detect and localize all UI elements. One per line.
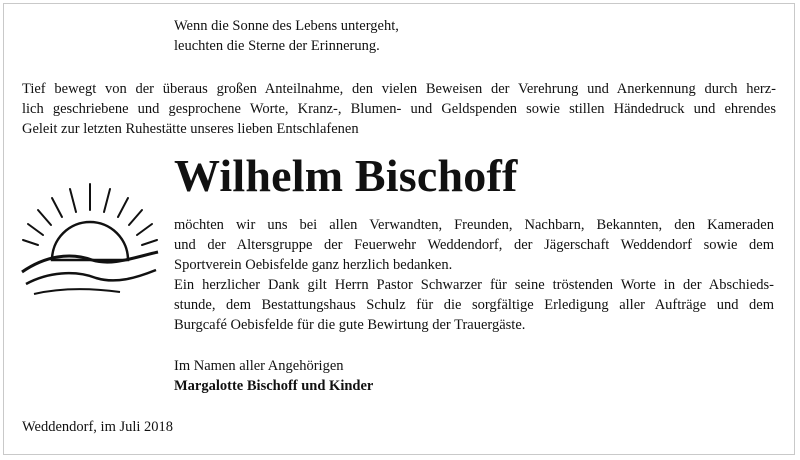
intro-line-3: Geleit zur letzten Ruhestätte unseres lieben Entschlafenen	[22, 121, 359, 137]
thanks-line-1: möchten wir uns bei allen Verwandten, Freunden, Nachbarn, Bekannten, den Kameraden	[174, 217, 774, 233]
deceased-name: Wilhelm Bischoff	[174, 150, 518, 201]
thanks-line-4: Ein herzlicher Dank gilt Herrn Pastor Schwarzer für seine tröstenden Worte in der Abschieds-	[174, 277, 774, 293]
motto-line-1: Wenn die Sonne des Lebens untergeht,	[174, 18, 399, 34]
thanks-line-3: Sportverein Oebisfelde ganz herzlich bedanken.	[174, 257, 453, 273]
sunset-icon	[20, 180, 160, 300]
intro-line-2: lich geschriebene und gesprochene Worte, Kranz-, Blumen- und Geldspenden sowie stillen Händedruck und ehrendes	[22, 101, 776, 117]
signature-intro: Im Namen aller Angehörigen	[174, 358, 344, 374]
signature-names: Margalotte Bischoff und Kinder	[174, 378, 374, 394]
thanks-line-5: stunde, dem Bestattungshaus Schulz für die sorgfältige Erledigung aller Aufträge und dem	[174, 297, 774, 313]
motto-line-2: leuchten die Sterne der Erinnerung.	[174, 38, 380, 54]
thanks-line-2: und der Altersgruppe der Feuerwehr Weddendorf, der Jägerschaft Weddendorf sowie dem	[174, 237, 774, 253]
place-date: Weddendorf, im Juli 2018	[22, 419, 174, 435]
thanks-line-6: Burgcafé Oebisfelde für die gute Bewirtung der Trauergäste.	[174, 317, 526, 333]
intro-line-1: Tief bewegt von der überaus großen Anteilnahme, den vielen Beweisen der Verehrung und Anerkennung durch herz-	[22, 81, 776, 97]
